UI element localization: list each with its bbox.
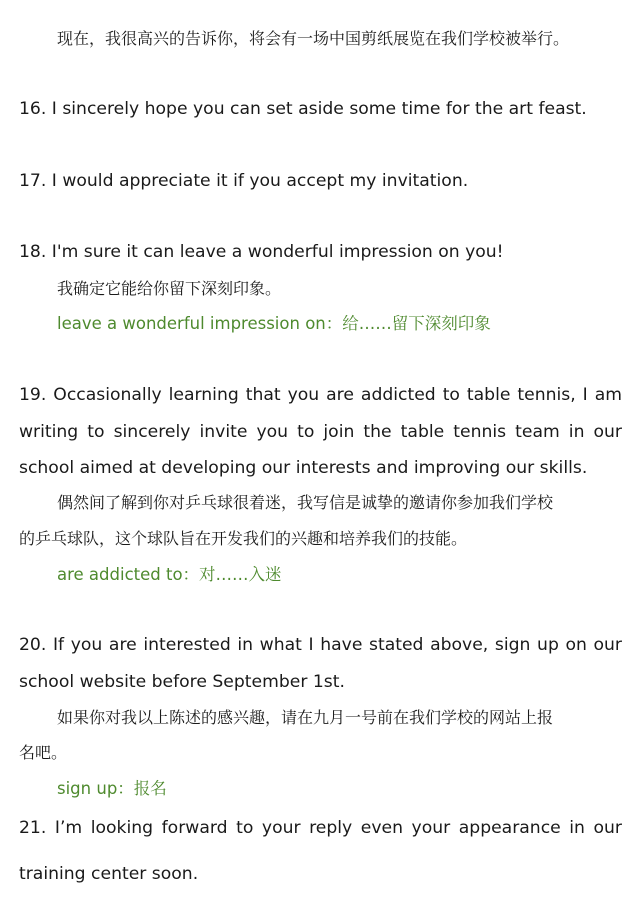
sentence-20-english-line-1: 20. If you are interested in what I have stated above, sign up on our <box>19 635 622 655</box>
sentence-18-english: 18. I'm sure it can leave a wonderful impression on you! <box>19 242 504 262</box>
sentence-19-phrase-note: are addicted to：对……入迷 <box>57 565 282 584</box>
sentence-20-phrase-note: sign up：报名 <box>57 779 167 798</box>
sentence-20-english-line-2: school website before September 1st. <box>19 672 345 692</box>
sentence-18-chinese: 我确定它能给你留下深刻印象。 <box>57 279 282 298</box>
sentence-19-chinese-line-1: 偶然间了解到你对乒乓球很着迷，我写信是诚挚的邀请你参加我们学校 <box>57 493 554 512</box>
sentence-16: 16. I sincerely hope you can set aside some time for the art feast. <box>19 99 587 119</box>
sentence-21-english-line-2: training center soon. <box>19 864 199 884</box>
intro-chinese-sentence: 现在，我很高兴的告诉你，将会有一场中国剪纸展览在我们学校被举行。 <box>57 29 570 48</box>
sentence-21-english-line-1: 21. I’m looking forward to your reply even your appearance in our <box>19 818 622 838</box>
sentence-20-chinese-line-2: 名吧。 <box>19 743 68 762</box>
sentence-17: 17. I would appreciate it if you accept my invitation. <box>19 171 469 191</box>
sentence-19-english-line-1: 19. Occasionally learning that you are addicted to table tennis, I am <box>19 385 622 405</box>
sentence-19-english-line-3: school aimed at developing our interests and improving our skills. <box>19 458 588 478</box>
sentence-19-english-line-2: writing to sincerely invite you to join the table tennis team in our <box>19 422 622 442</box>
sentence-18-phrase-note: leave a wonderful impression on：给……留下深刻印象 <box>57 314 491 333</box>
sentence-19-chinese-line-2: 的乒乓球队，这个球队旨在开发我们的兴趣和培养我们的技能。 <box>19 529 468 548</box>
sentence-20-chinese-line-1: 如果你对我以上陈述的感兴趣，请在九月一号前在我们学校的网站上报 <box>57 708 554 727</box>
